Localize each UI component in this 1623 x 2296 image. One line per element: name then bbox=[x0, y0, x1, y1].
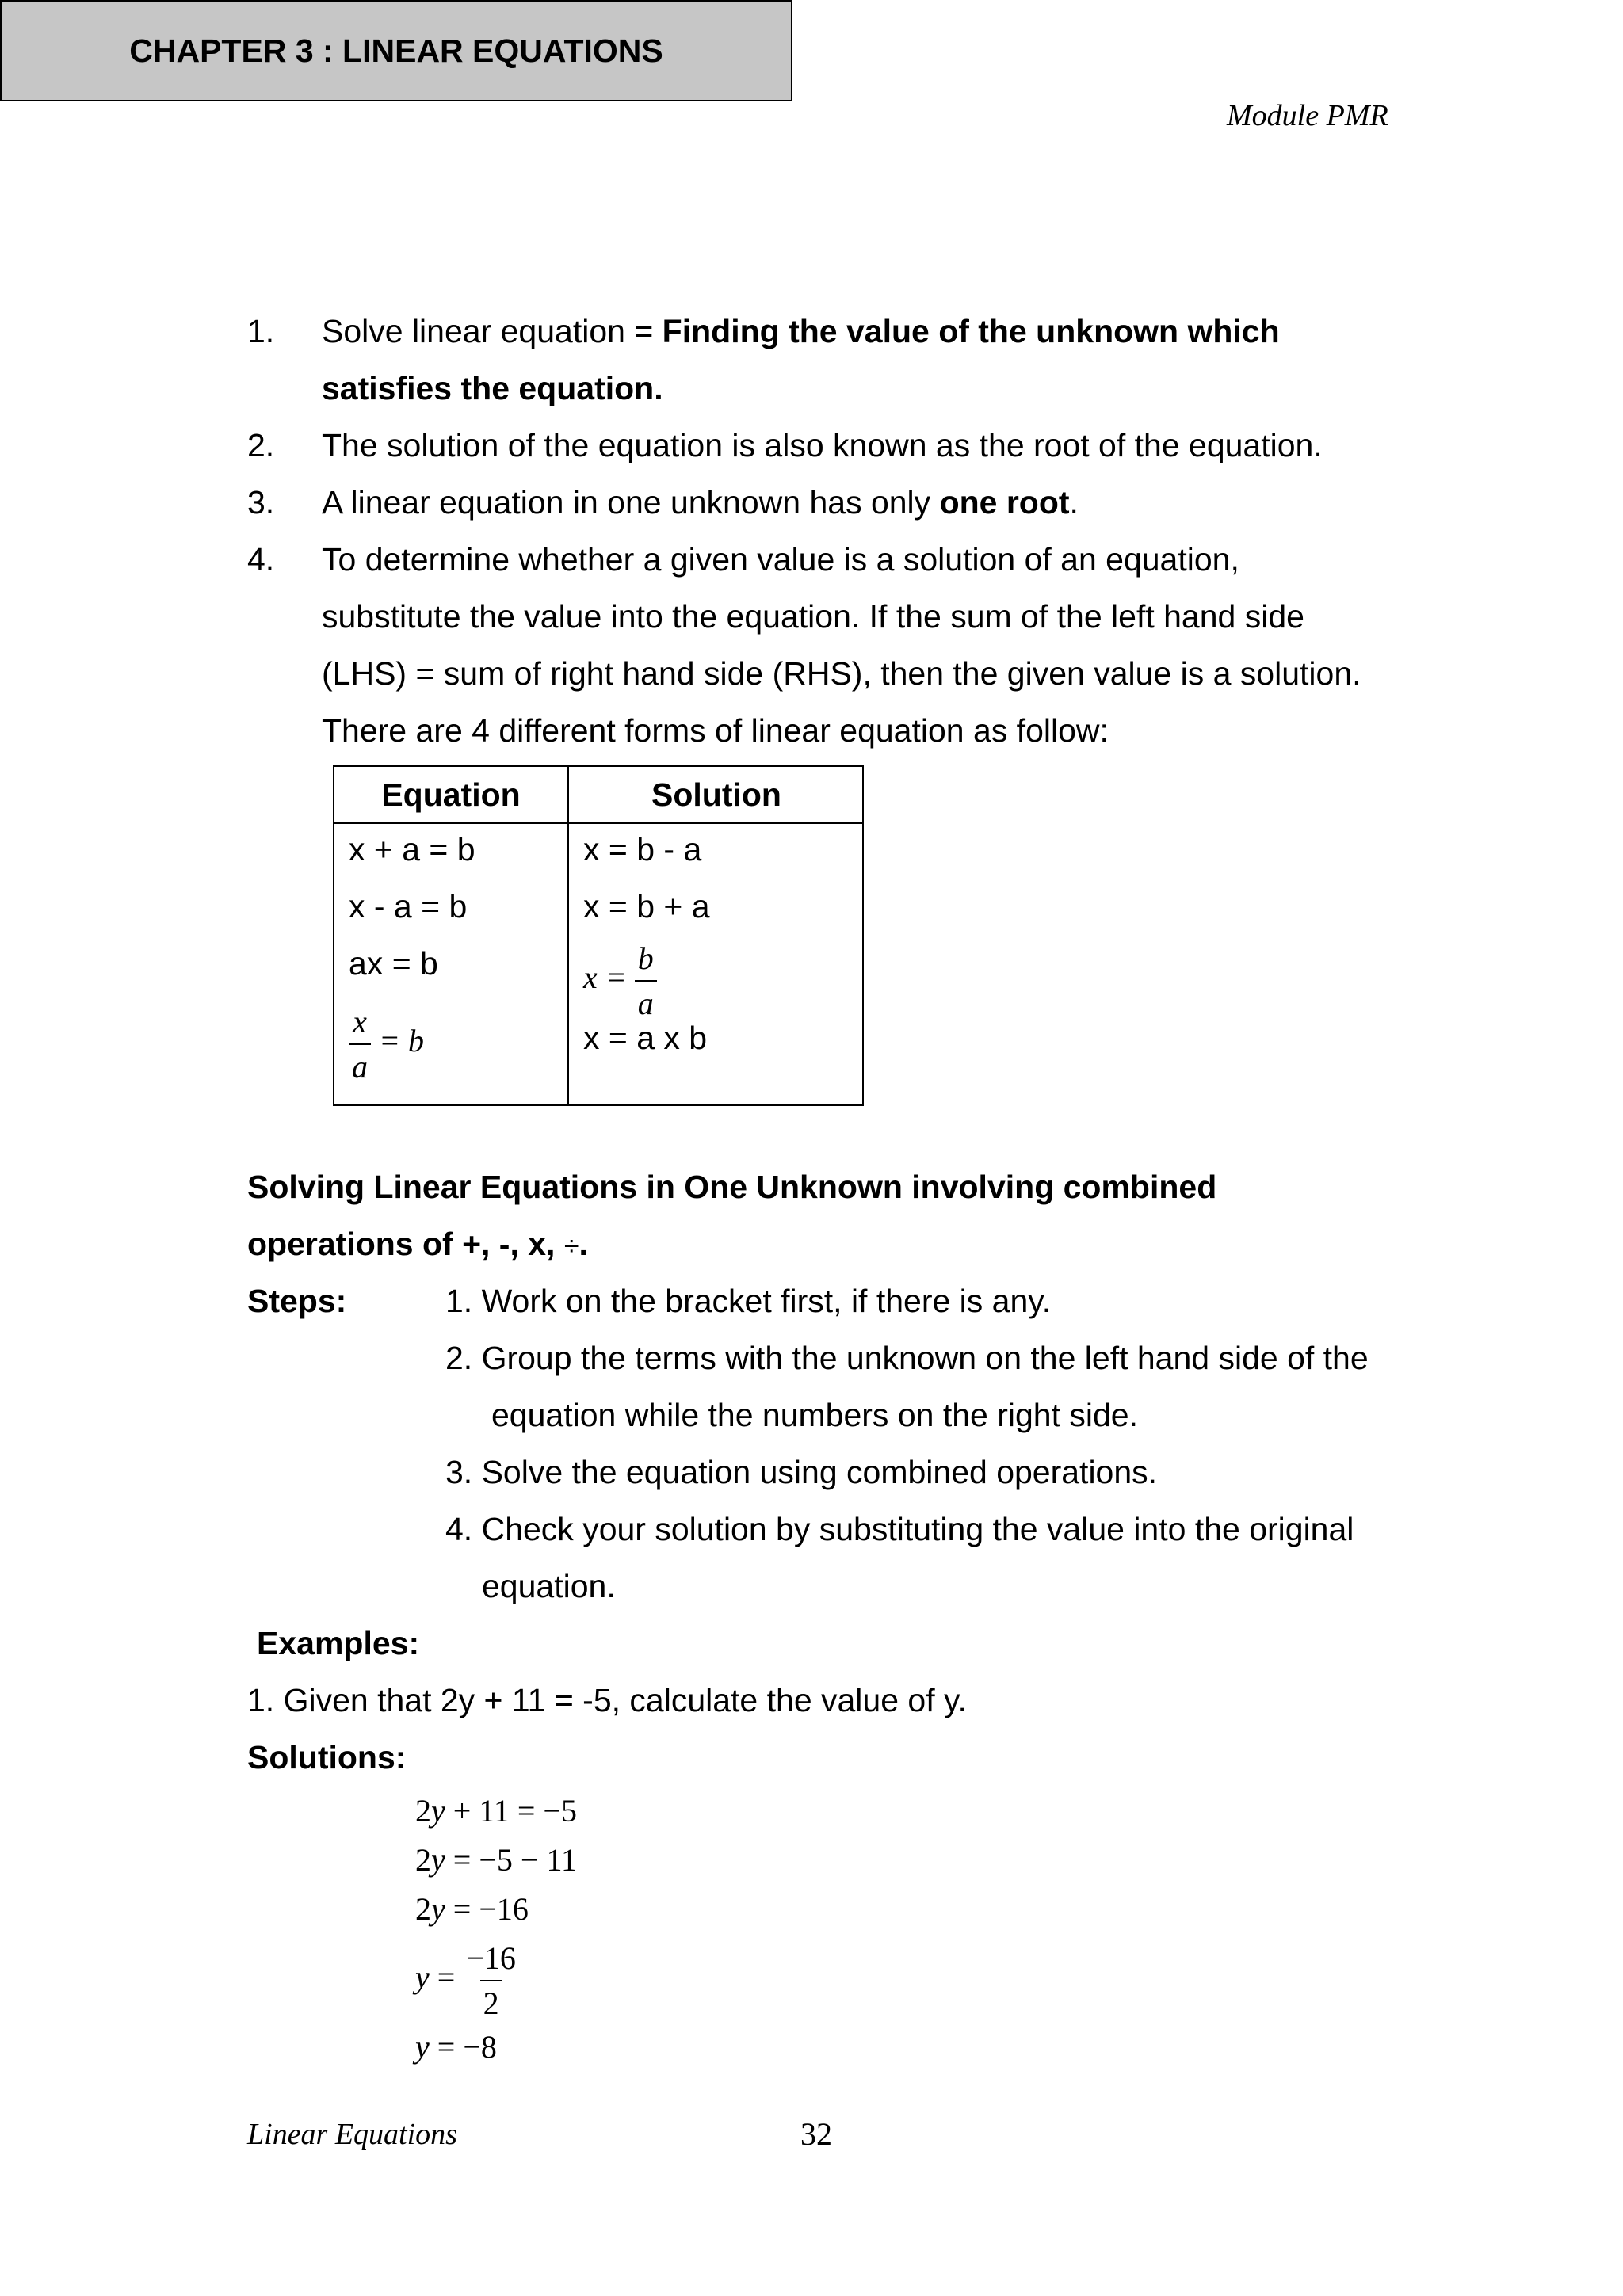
step-item: 2. Group the terms with the unknown on the left hand side of the bbox=[445, 1340, 1369, 1376]
step-item-continued: equation while the numbers on the right side. bbox=[491, 1397, 1138, 1433]
table-cell-solution: x = b + a bbox=[583, 888, 710, 925]
page-number: 32 bbox=[800, 2116, 832, 2152]
point-text-bold: Finding the value of the unknown which bbox=[662, 313, 1280, 349]
working-line bbox=[415, 1890, 529, 1928]
coefficient: 2 bbox=[415, 1842, 431, 1878]
fraction-denominator: 2 bbox=[480, 1980, 502, 2022]
steps-label: Steps: bbox=[247, 1283, 347, 1319]
running-header: Module PMR bbox=[1227, 99, 1388, 132]
fraction bbox=[463, 1939, 519, 2022]
table-cell-equation: x + a = b bbox=[349, 831, 475, 868]
step-item: 4. Check your solution by substituting the value into the original bbox=[445, 1511, 1354, 1547]
step-item-continued: equation. bbox=[482, 1568, 616, 1604]
point-text-continued: substitute the value into the equation. If the sum of the left hand side bbox=[322, 598, 1304, 635]
table-header-equation: Equation bbox=[381, 776, 521, 813]
solutions-label: Solutions: bbox=[247, 1739, 407, 1775]
expression: = −8 bbox=[429, 2029, 497, 2065]
expression: = −16 bbox=[445, 1891, 529, 1927]
fraction-numerator: x bbox=[353, 1004, 367, 1039]
working-line bbox=[415, 1792, 577, 1829]
equals: = bbox=[429, 1959, 464, 1996]
examples-label: Examples: bbox=[257, 1625, 420, 1661]
coefficient: 2 bbox=[415, 1793, 431, 1829]
point-text-end: . bbox=[1069, 484, 1079, 521]
section-heading: Solving Linear Equations in One Unknown involving combined bbox=[247, 1169, 1217, 1205]
expression: + 11 = −5 bbox=[445, 1793, 577, 1829]
point-text: To determine whether a given value is a solution of an equation, bbox=[322, 541, 1239, 578]
fraction-numerator: −16 bbox=[466, 1940, 516, 1976]
chapter-title-box bbox=[0, 0, 792, 101]
example-question: 1. Given that 2y + 11 = -5, calculate the value of y. bbox=[247, 1682, 967, 1718]
variable: y bbox=[415, 2029, 430, 2065]
chapter-title: CHAPTER 3 : LINEAR EQUATIONS bbox=[129, 32, 663, 69]
variable: y bbox=[415, 1959, 430, 1996]
point-text: The solution of the equation is also known as the root of the equation. bbox=[322, 427, 1323, 463]
forms-table bbox=[333, 765, 864, 1106]
point-text-plain: Solve linear equation = bbox=[322, 313, 663, 349]
point-text-continued: There are 4 different forms of linear equation as follow: bbox=[322, 712, 1109, 749]
table-header-divider bbox=[334, 822, 862, 824]
section-heading-text: operations of +, -, x, bbox=[247, 1226, 564, 1262]
working-line bbox=[415, 1939, 519, 2022]
fraction-denominator: a bbox=[635, 980, 657, 1022]
point-text-plain: A linear equation in one unknown has only bbox=[322, 484, 940, 521]
variable: y bbox=[431, 1842, 445, 1878]
point-text-bold: one root bbox=[939, 484, 1070, 521]
fraction bbox=[349, 1003, 371, 1085]
point-number: 3. bbox=[247, 484, 275, 521]
point-text bbox=[322, 486, 1079, 519]
fraction-denominator: a bbox=[349, 1043, 371, 1085]
fraction-lhs: x = bbox=[583, 959, 627, 996]
point-text bbox=[322, 315, 1280, 348]
section-heading-end: . bbox=[579, 1226, 588, 1262]
point-number: 1. bbox=[247, 313, 275, 349]
point-text-continued: satisfies the equation. bbox=[322, 370, 663, 406]
coefficient: 2 bbox=[415, 1891, 431, 1927]
fraction bbox=[635, 940, 657, 1022]
expression: = −5 − 11 bbox=[445, 1842, 577, 1878]
step-item: 1. Work on the bracket first, if there is any. bbox=[445, 1283, 1052, 1319]
variable: y bbox=[431, 1793, 445, 1829]
working-line bbox=[415, 1841, 577, 1878]
table-cell-solution bbox=[583, 940, 657, 1022]
point-text-continued: (LHS) = sum of right hand side (RHS), then the given value is a solution. bbox=[322, 655, 1361, 692]
fraction-numerator: b bbox=[637, 940, 654, 976]
point-number: 2. bbox=[247, 427, 275, 463]
variable: y bbox=[431, 1891, 445, 1927]
table-cell-equation: ax = b bbox=[349, 945, 438, 982]
footer-topic: Linear Equations bbox=[247, 2118, 457, 2151]
table-cell-equation bbox=[349, 1003, 424, 1085]
step-item: 3. Solve the equation using combined operations. bbox=[445, 1454, 1158, 1490]
table-header-solution: Solution bbox=[651, 776, 781, 813]
section-heading-continued bbox=[247, 1228, 588, 1261]
point-number: 4. bbox=[247, 541, 275, 578]
table-cell-solution: x = a x b bbox=[583, 1020, 708, 1056]
fraction-rhs: = b bbox=[379, 1023, 424, 1059]
table-cell-equation: x - a = b bbox=[349, 888, 468, 925]
table-cell-solution: x = b - a bbox=[583, 831, 702, 868]
division-sign: ÷ bbox=[563, 1231, 579, 1261]
working-line bbox=[415, 2028, 497, 2065]
